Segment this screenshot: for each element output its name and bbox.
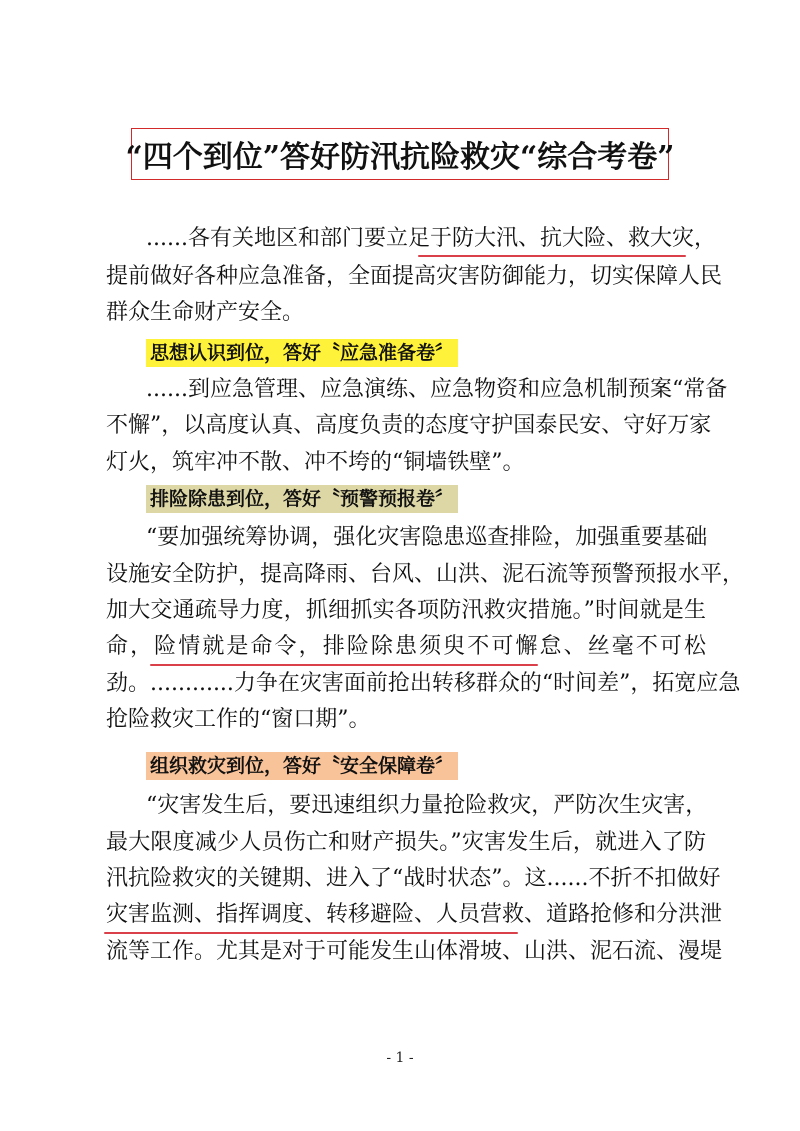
page-number: - 1 - bbox=[386, 1050, 414, 1066]
paragraph-2-line: 灯火，筑牢冲不散、冲不垮的“铜墙铁壁”。 bbox=[106, 450, 525, 475]
section-heading-2: 排险除患到位，答好〝预警预报卷〞 bbox=[146, 485, 458, 513]
paragraph-3-line: 劲。............力争在灾害面前抢出转移群众的“时间差”，拓宽应急 bbox=[106, 671, 741, 696]
paragraph-4-line: 最大限度减少人员伤亡和财产损失。”灾害发生后，就进入了防 bbox=[106, 830, 706, 855]
paragraph-3-line: 加大交通疏导力度，抓细抓实各项防汛救灾措施。”时间就是生 bbox=[106, 598, 706, 623]
paragraph-4-line: “灾害发生后，要迅速组织力量抢险救灾，严防次生灾害， bbox=[146, 793, 708, 818]
red-underline bbox=[150, 664, 538, 666]
paragraph-4-line: 灾害监测、指挥调度、转移避险、人员营救、道路抢修和分洪泄 bbox=[106, 902, 723, 927]
red-underline bbox=[104, 932, 518, 934]
paragraph-1-line: 提前做好各种应急准备，全面提高灾害防御能力，切实保障人民 bbox=[106, 264, 723, 289]
paragraph-4-line: 流等工作。尤其是对于可能发生山体滑坡、山洪、泥石流、漫堤 bbox=[106, 939, 723, 964]
document-title: “四个到位”答好防汛抗险救灾“综合考卷” bbox=[125, 140, 675, 175]
paragraph-3-line: 抢险救灾工作的“窗口期”。 bbox=[106, 707, 371, 732]
paragraph-2-line: 不懈”，以高度认真、高度负责的态度守护国泰民安、守好万家 bbox=[106, 413, 712, 438]
paragraph-1-line: ......各有关地区和部门要立足于防大汛、抗大险、救大灾， bbox=[146, 226, 716, 251]
section-heading-3: 组织救灾到位，答好〝安全保障卷〞 bbox=[146, 752, 458, 780]
paragraph-3-line: “要加强统筹协调，强化灾害隐患巡查排险，加强重要基础 bbox=[146, 525, 708, 550]
title-box bbox=[125, 128, 675, 180]
paragraph-3-line: 设施安全防护，提高降雨、台风、山洪、泥石流等预警预报水平， bbox=[106, 562, 745, 587]
paragraph-3-line: 命，险情就是命令，排险除患须臾不可懈怠、丝毫不可松 bbox=[106, 634, 706, 659]
paragraph-2-line: ......到应急管理、应急演练、应急物资和应急机制预案“常备 bbox=[146, 377, 728, 402]
section-heading-1: 思想认识到位，答好〝应急准备卷〞 bbox=[146, 339, 458, 367]
paragraph-1-line: 群众生命财产安全。 bbox=[106, 300, 305, 325]
red-underline bbox=[418, 255, 686, 257]
paragraph-4-line: 汛抗险救灾的关键期、进入了“战时状态”。这......不折不扣做好 bbox=[106, 866, 721, 891]
